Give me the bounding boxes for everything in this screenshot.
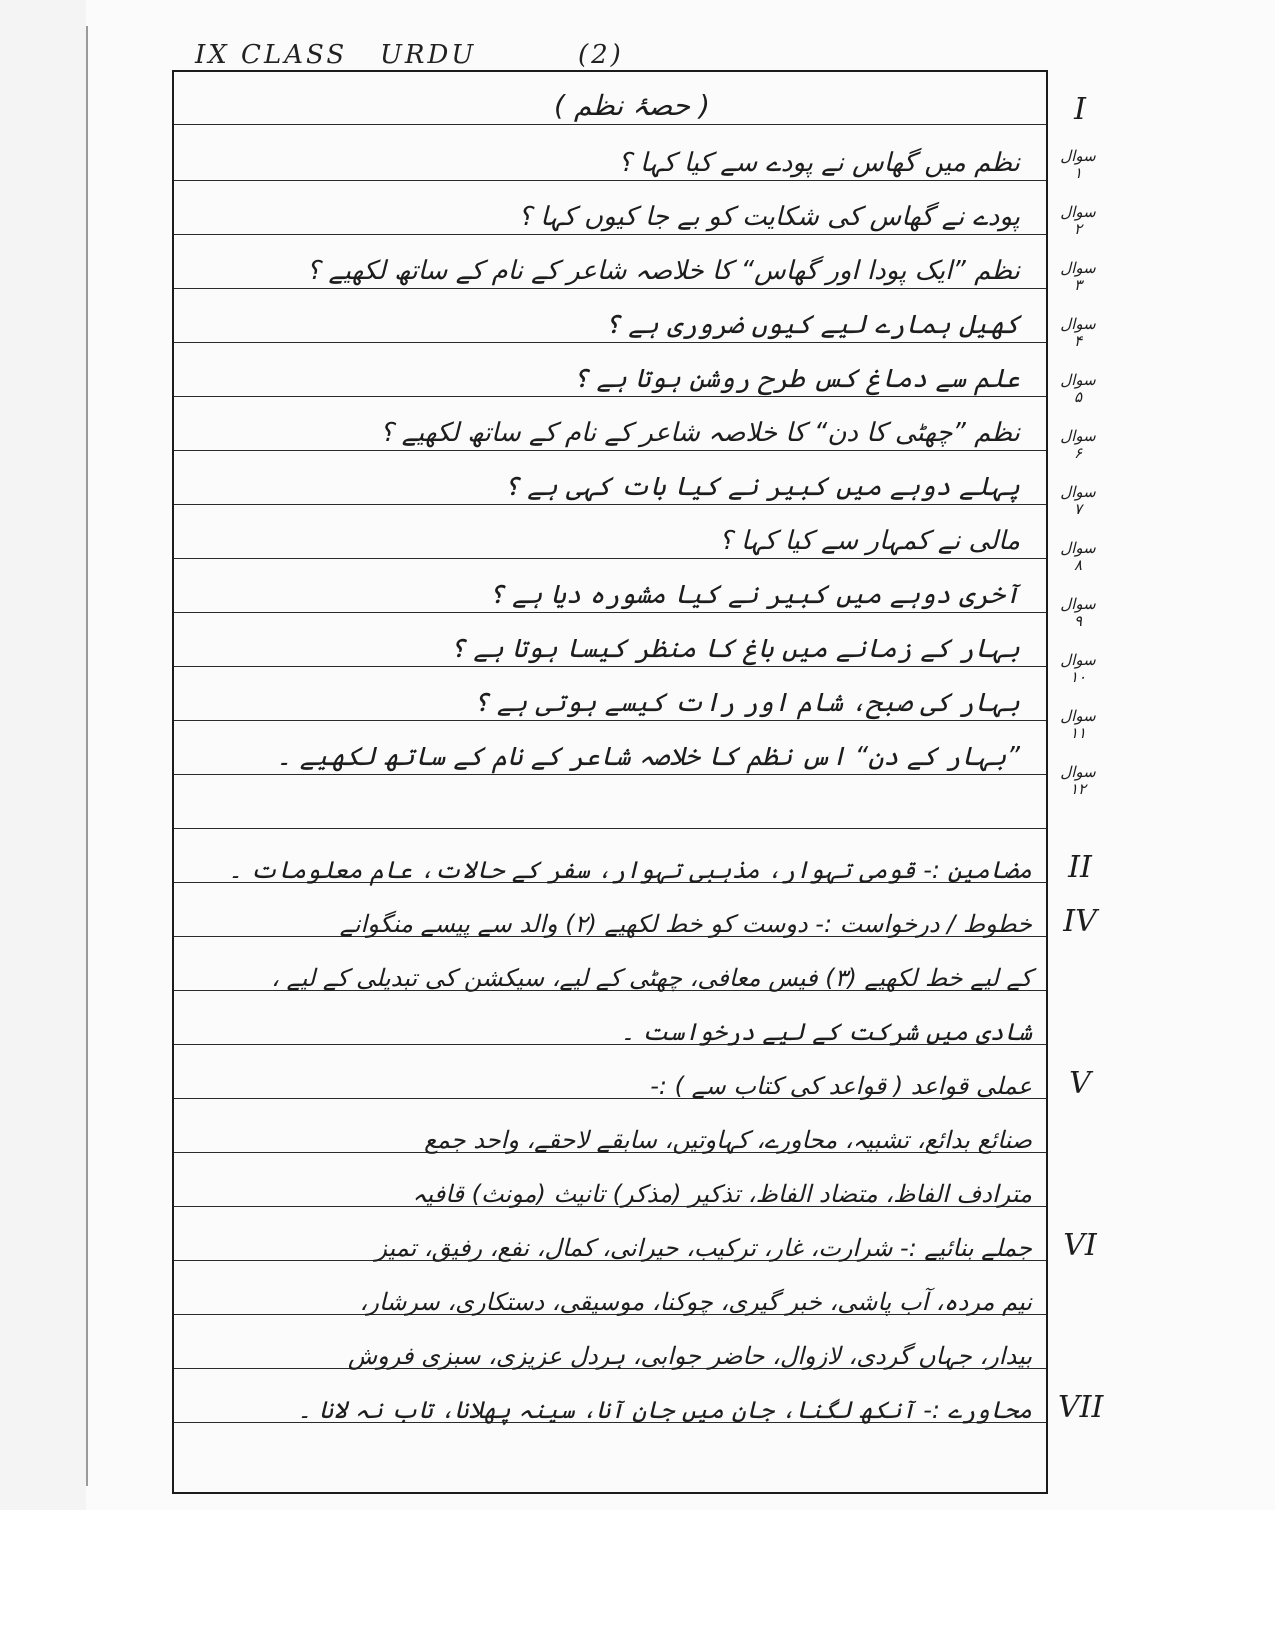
question-marker-12: [1054, 764, 1102, 798]
question-marker-7: [1054, 484, 1102, 518]
section-number-nazm: I: [1074, 92, 1086, 127]
mazameen-text: مضامین :- قومی تہوار، مذہبی تہوار، سفر کے حالات، عام معلومات ۔: [228, 856, 1032, 884]
question-3-text: نظم ”ایک پودا اور گھاس“ کا خلاصہ شاعر کے نام کے ساتھ لکھیے ؟: [306, 256, 1020, 286]
question-1-text: نظم میں گھاس نے پودے سے کیا کہا ؟: [617, 148, 1020, 178]
jumlay-line-1: جملے بنائیے :- شرارت، غار، ترکیب، حیرانی، کمال، نفع، رفیق، تمیز: [375, 1234, 1032, 1262]
question-number: ۶: [1073, 444, 1083, 462]
question-marker-8: [1054, 540, 1102, 574]
ruled-sheet: [172, 70, 1048, 1494]
question-marker-4: [1054, 316, 1102, 350]
question-number: ۷: [1073, 500, 1083, 518]
question-row: [174, 352, 1046, 400]
question-row: [174, 406, 1046, 454]
question-label: سوال: [1060, 259, 1096, 277]
question-number: ۲: [1073, 220, 1083, 238]
question-10-text: بہار کے زمانے میں باغ کا منظر کیسا ہوتا ہے ؟: [449, 634, 1020, 664]
mazameen-row: [174, 842, 1046, 890]
rule-line: [174, 828, 1046, 829]
question-number: ۴: [1073, 332, 1083, 350]
section-number-muhavare: VII: [1058, 1390, 1104, 1425]
question-number: ۵: [1073, 388, 1083, 406]
question-label: سوال: [1060, 203, 1096, 221]
section-number-qawaid: V: [1069, 1066, 1091, 1101]
question-row: [174, 190, 1046, 238]
section-number-jumlay: VI: [1063, 1228, 1097, 1263]
question-row: [174, 568, 1046, 616]
question-marker-6: [1054, 428, 1102, 462]
question-label: سوال: [1060, 539, 1096, 557]
question-row: [174, 730, 1046, 778]
question-11-text: بہار کی صبح، شام اور رات کیسے ہوتی ہے ؟: [473, 688, 1020, 718]
question-label: سوال: [1060, 315, 1096, 333]
question-row: [174, 460, 1046, 508]
question-row: [174, 514, 1046, 562]
scan-margin-line: [86, 26, 88, 1486]
question-6-text: نظم ”چھٹی کا دن“ کا خلاصہ شاعر کے نام کے ساتھ لکھیے ؟: [379, 418, 1020, 448]
jumlay-line-2: نیم مردہ، آب پاشی، خبر گیری، چوکنا، موسیقی، دستکاری، سرشار،: [359, 1288, 1032, 1316]
khatoot-row: [174, 896, 1046, 944]
question-9-text: آخری دوہے میں کبیر نے کیا مشورہ دیا ہے ؟: [488, 580, 1020, 610]
question-number: ۳: [1073, 276, 1083, 294]
qawaid-row: [174, 1166, 1046, 1214]
nazm-title-row: [174, 80, 1046, 128]
question-marker-10: [1054, 652, 1102, 686]
question-label: سوال: [1060, 427, 1096, 445]
question-row: [174, 676, 1046, 724]
question-12-text: ”بہار کے دن“ اس نظم کا خلاصہ شاعر کے نام کے ساتھ لکھیے ۔: [276, 742, 1020, 772]
section-number-mazameen: II: [1068, 850, 1092, 885]
khatoot-line-1: خطوط / درخواست :- دوست کو خط لکھیے (۲) والد سے پیسے منگوانے: [339, 910, 1032, 938]
qawaid-line-3: مترادف الفاظ، متضاد الفاظ، تذکیر (مذکر) تانیث (مونث) قافیہ: [412, 1180, 1032, 1208]
khatoot-row: [174, 950, 1046, 998]
question-marker-1: [1054, 148, 1102, 182]
question-row: [174, 244, 1046, 292]
subject-label: URDU: [380, 40, 477, 70]
qawaid-line-2: صنائع بدائع، تشبیہ، محاورے، کہاوتیں، سابقے لاحقے، واحد جمع: [424, 1126, 1032, 1154]
question-label: سوال: [1060, 707, 1096, 725]
question-4-text: کھیل ہمارے لیے کیوں ضروری ہے ؟: [604, 310, 1020, 340]
qawaid-row: [174, 1058, 1046, 1106]
jumlay-row: [174, 1274, 1046, 1322]
page-number: (2): [578, 40, 624, 70]
class-label: IX CLASS: [195, 40, 348, 70]
question-number: ۱۰: [1069, 668, 1087, 686]
jumlay-row: [174, 1220, 1046, 1268]
question-label: سوال: [1060, 371, 1096, 389]
question-2-text: پودے نے گھاس کی شکایت کو بے جا کیوں کہا ؟: [518, 202, 1020, 232]
question-number: ۹: [1073, 612, 1083, 630]
question-5-text: علم سے دماغ کس طرح روشن ہوتا ہے ؟: [573, 364, 1020, 394]
question-8-text: مالی نے کمہار سے کیا کہا ؟: [718, 526, 1020, 556]
question-label: سوال: [1060, 483, 1096, 501]
question-marker-5: [1054, 372, 1102, 406]
question-marker-9: [1054, 596, 1102, 630]
muhavare-text: محاورے :- آنکھ لگنا، جان میں جان آنا، سینہ پھلانا، تاب نہ لانا ۔: [297, 1396, 1032, 1424]
section-number-khatoot: IV: [1063, 904, 1097, 939]
question-marker-2: [1054, 204, 1102, 238]
question-row: [174, 622, 1046, 670]
scan-left-edge: [0, 0, 86, 1510]
khatoot-line-2: کے لیے خط لکھیے (۳) فیس معافی، چھٹی کے لیے، سیکشن کی تبدیلی کے لیے ،: [271, 964, 1032, 992]
qawaid-line-1: عملی قواعد ( قواعد کی کتاب سے ) :-: [650, 1072, 1032, 1100]
khatoot-row: [174, 1004, 1046, 1052]
question-7-text: پہلے دوہے میں کبیر نے کیا بات کہی ہے ؟: [503, 472, 1020, 502]
question-number: ۱۲: [1069, 780, 1087, 798]
question-row: [174, 136, 1046, 184]
muhavare-row: [174, 1382, 1046, 1430]
khatoot-line-3: شادی میں شرکت کے لیے درخواست ۔: [620, 1018, 1032, 1046]
question-row: [174, 298, 1046, 346]
question-label: سوال: [1060, 147, 1096, 165]
question-number: ۱: [1073, 164, 1083, 182]
jumlay-row: [174, 1328, 1046, 1376]
question-label: سوال: [1060, 763, 1096, 781]
question-marker-11: [1054, 708, 1102, 742]
question-number: ۱۱: [1069, 724, 1087, 742]
question-marker-3: [1054, 260, 1102, 294]
jumlay-line-3: بیدار، جہاں گردی، لازوال، حاضر جوابی، ہردل عزیزی، سبزی فروش: [347, 1342, 1032, 1370]
qawaid-row: [174, 1112, 1046, 1160]
question-label: سوال: [1060, 595, 1096, 613]
question-number: ۸: [1073, 556, 1083, 574]
nazm-title: ( حصۂ نظم ): [554, 89, 710, 122]
question-label: سوال: [1060, 651, 1096, 669]
